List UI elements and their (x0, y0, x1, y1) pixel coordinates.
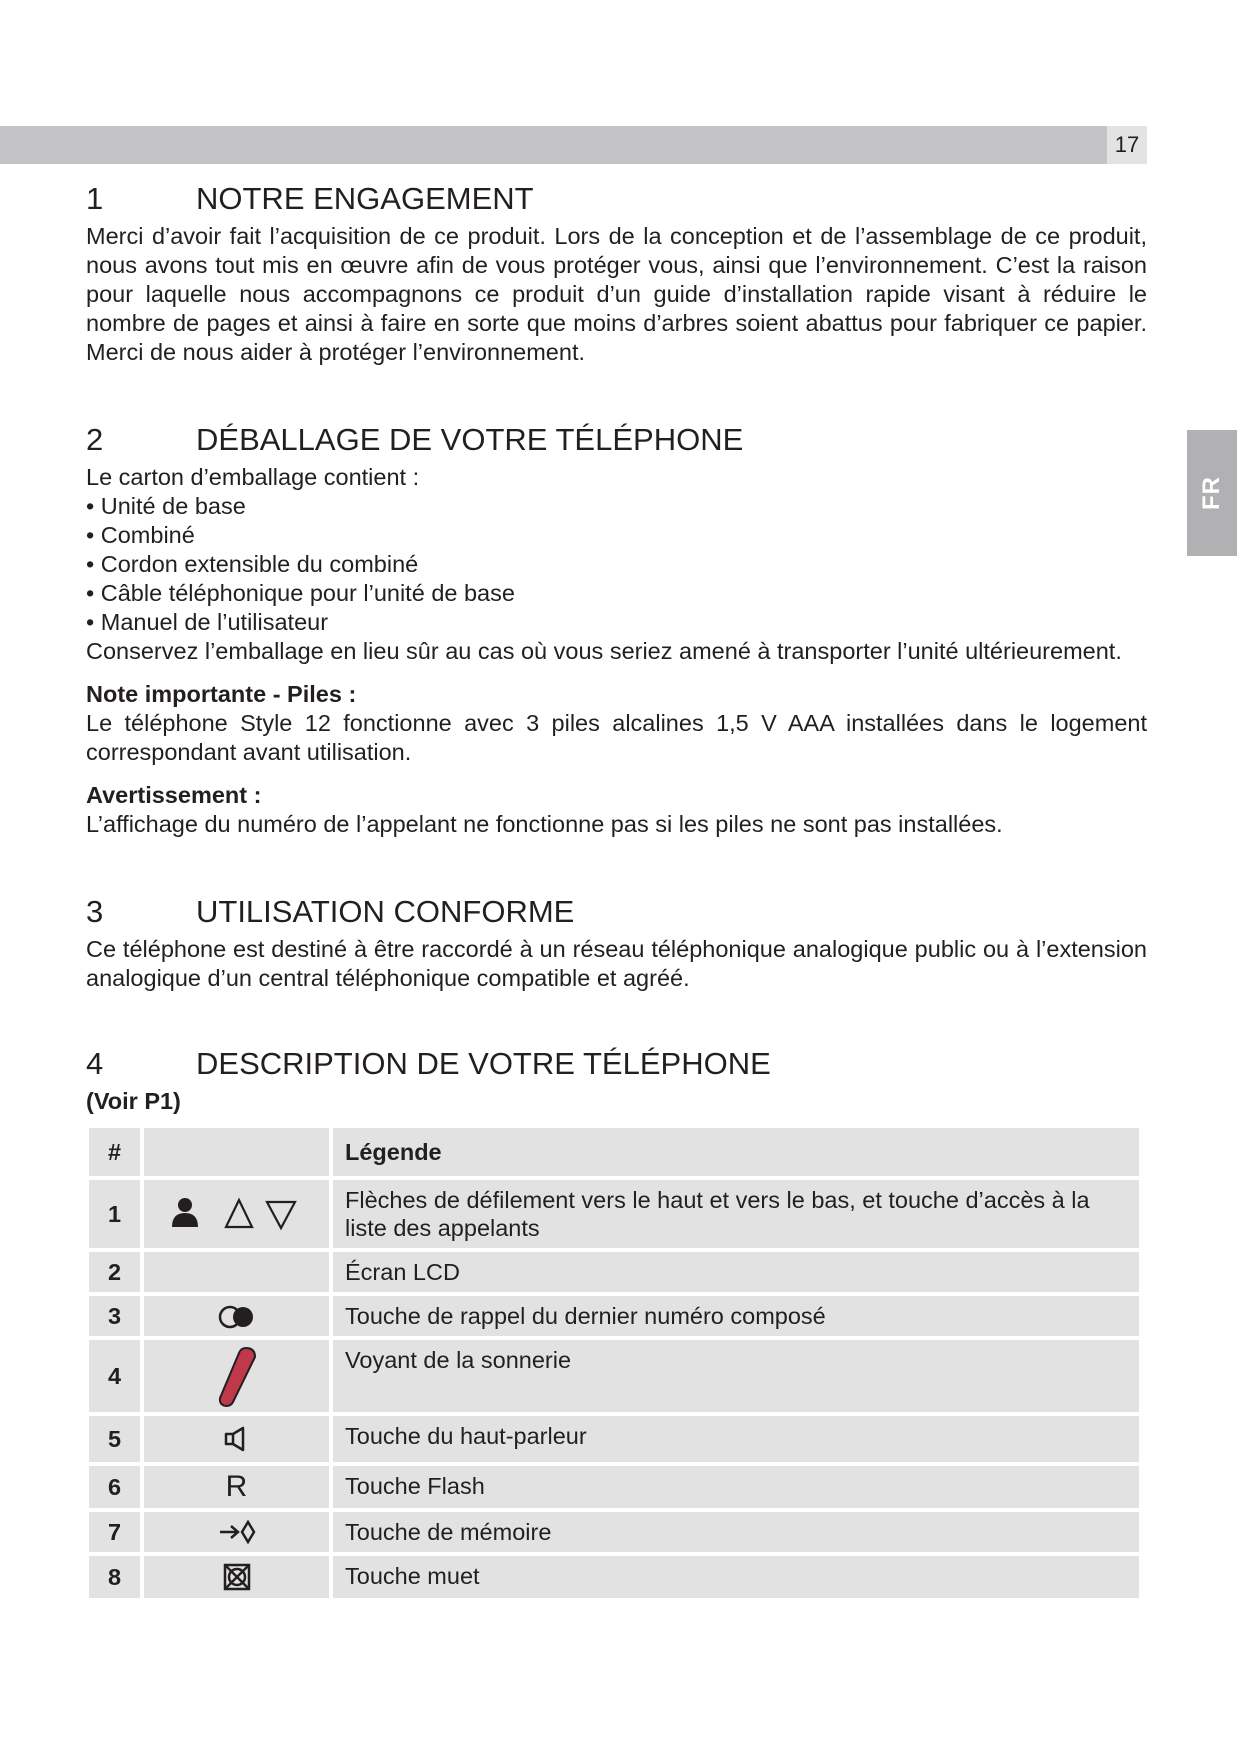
header-num: # (89, 1128, 140, 1176)
row-legend: Touche de rappel du dernier numéro composé (333, 1296, 1139, 1336)
table-row (89, 1340, 1139, 1412)
row-number: 3 (89, 1296, 140, 1336)
row-legend: Touche Flash (333, 1466, 1139, 1508)
header-legend: Légende (333, 1128, 1139, 1176)
row-legend: Voyant de la sonnerie (333, 1340, 1139, 1412)
section-body: Merci d’avoir fait l’acquisition de ce produit. Lors de la conception et de l’assemblage de ce produit, nous avons tout mis en œuvre afin de vous protéger vous, ainsi que l’environnement. C’est la raison pour laquelle nous accompagnons ce produit d’un guide d’installation rapide visant à réduire le nombre de pages et ainsi à faire en sorte que moins d’arbres soient abattus pour fabriquer ce papier. Merci de nous aider à protéger l’environnement. (86, 223, 1147, 365)
row-number: 8 (89, 1556, 140, 1598)
section-title: UTILISATION CONFORME (196, 894, 575, 929)
warning-title: Avertissement : (86, 782, 262, 808)
row-legend: Flèches de défilement vers le haut et vers le bas, et touche d’accès à la liste des appelants (333, 1180, 1139, 1248)
section-title: DESCRIPTION DE VOTRE TÉLÉPHONE (196, 1046, 771, 1081)
section-description (86, 1045, 1147, 1602)
speaker-icon (144, 1416, 329, 1462)
list-item: • Câble téléphonique pour l’unité de base (86, 579, 1147, 608)
row-legend: Touche du haut-parleur (333, 1416, 1139, 1462)
section-number: 1 (86, 181, 104, 216)
row-legend: Touche muet (333, 1556, 1139, 1598)
redial-icon (144, 1296, 329, 1336)
section-heading (86, 180, 1147, 218)
language-label: FR (1198, 476, 1225, 510)
table-row (89, 1252, 1139, 1292)
table-row (89, 1416, 1139, 1462)
section-heading (86, 893, 1147, 931)
row-number: 1 (89, 1180, 140, 1248)
table-row (89, 1296, 1139, 1336)
list-item: • Combiné (86, 521, 1147, 550)
section-number: 2 (86, 422, 104, 457)
table-row (89, 1180, 1139, 1248)
flash-r-glyph: R (225, 1470, 248, 1503)
page-content (86, 180, 1147, 1602)
row-number: 2 (89, 1252, 140, 1292)
person-up-down-arrows-icon (144, 1180, 329, 1248)
row-number: 7 (89, 1512, 140, 1552)
section-body: Ce téléphone est destiné à être raccordé à un réseau téléphonique analogique public ou à l’extension analogique d’un central téléphonique compatible et agréé. (86, 936, 1147, 991)
legend-table (85, 1124, 1143, 1602)
note-title: Note importante - Piles : (86, 681, 357, 707)
language-tab (1187, 430, 1237, 556)
mute-icon (144, 1556, 329, 1598)
warning-text: L’affichage du numéro de l’appelant ne fonctionne pas si les piles ne sont pas installées. (86, 811, 1003, 837)
row-icon-empty (144, 1252, 329, 1292)
table-row (89, 1466, 1139, 1508)
list-item: • Manuel de l’utilisateur (86, 608, 1147, 637)
table-header-row (89, 1128, 1139, 1176)
section-subtitle: (Voir P1) (86, 1088, 181, 1114)
table-row (89, 1512, 1139, 1552)
section-heading (86, 421, 1147, 459)
row-legend: Touche de mémoire (333, 1512, 1139, 1552)
memory-arrow-icon (144, 1512, 329, 1552)
row-legend: Écran LCD (333, 1252, 1139, 1292)
section-title: NOTRE ENGAGEMENT (196, 181, 534, 216)
ringer-led-icon (144, 1340, 329, 1412)
section-title: DÉBALLAGE DE VOTRE TÉLÉPHONE (196, 422, 744, 457)
section-intended-use (86, 893, 1147, 993)
row-number: 4 (89, 1340, 140, 1412)
package-intro: Le carton d’emballage contient : (86, 464, 420, 490)
note-text: Le téléphone Style 12 fonctionne avec 3 piles alcalines 1,5 V AAA installées dans le logement correspondant avant utilisation. (86, 710, 1147, 765)
header-bar (0, 126, 1107, 164)
header-icon (144, 1128, 329, 1176)
package-outro: Conservez l’emballage en lieu sûr au cas où vous seriez amené à transporter l’unité ultérieurement. (86, 638, 1122, 664)
table-row (89, 1556, 1139, 1598)
package-contents-list (86, 492, 1147, 637)
list-item: • Unité de base (86, 492, 1147, 521)
row-number: 6 (89, 1466, 140, 1508)
section-unpacking (86, 421, 1147, 839)
section-heading (86, 1045, 1147, 1083)
section-engagement (86, 180, 1147, 367)
flash-r-icon (144, 1466, 329, 1508)
list-item: • Cordon extensible du combiné (86, 550, 1147, 579)
section-number: 3 (86, 894, 104, 929)
section-number: 4 (86, 1046, 104, 1081)
page-number: 17 (1107, 126, 1147, 164)
row-number: 5 (89, 1416, 140, 1462)
